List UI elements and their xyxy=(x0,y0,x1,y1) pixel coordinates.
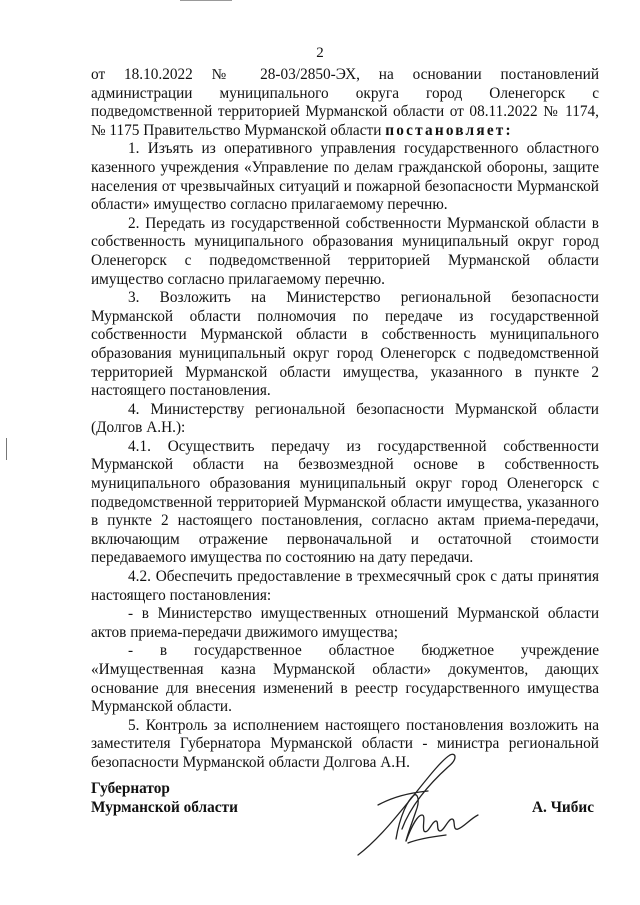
signatory-position xyxy=(91,779,238,817)
item-2: 2. Передать из государственной собственности Мурманской области в собственность муниципального образования муниципальный округ город Оленегорск с подведомственной территорией Мурманской области имущество согласно прилагаемому перечню. xyxy=(91,214,599,288)
item-4: 4. Министерству региональной безопасности Мурманской области (Долгов А.Н.): xyxy=(91,400,599,437)
signatory-position-line-2: Мурманской области xyxy=(91,799,238,816)
item-4-2: 4.2. Обеспечить предоставление в трехмесячный срок с даты принятия настоящего постановления: xyxy=(91,568,599,604)
opening-paragraph xyxy=(91,66,599,140)
document-body xyxy=(91,66,599,773)
opening-text: от 18.10.2022 № 28-03/2850-ЭХ, на основании постановлений администрации муниципального округа город Оленегорск с подведомственной территорией Мурманской области от 08.11.2022 № 1174, № 1175 Правительство Мурманской области xyxy=(91,66,599,139)
page-number: 2 xyxy=(316,45,324,61)
item-4-2-dash-2: - в государственное областное бюджетное учреждение «Имущественная казна Мурманской области» документов, дающих основание для внесения изменений в реестр государственного имущества Мурманской области. xyxy=(91,642,599,716)
signatory-position-line-1: Губернатор xyxy=(91,780,170,797)
item-4-1: 4.1. Осуществить передачу из государственной собственности Мурманской области на безвозмездной основе в собственность муниципального образования муниципальный округ город Оленегорск с подведомственной территорией Мурманской области имущества, указанного в пункте 2 настоящего постановления, согласно актам приема-передачи, включающим отражение первоначальной и остаточной стоимости передаваемого имущества по состоянию на дату передачи. xyxy=(91,437,599,567)
margin-mark xyxy=(6,438,7,460)
item-4-2-dash-1: - в Министерство имущественных отношений Мурманской области актов приема-передачи движимого имущества; xyxy=(91,605,599,641)
item-3: 3. Возложить на Министерство региональной безопасности Мурманской области полномочия по передаче из государственной собственности Мурманской области в собственность муниципального образования муниципальный округ город Оленегорск с подведомственной территорией Мурманской области имущества, указанного в пункте 2 настоящего постановления. xyxy=(91,289,599,400)
top-edge-line xyxy=(180,0,232,1)
decree-keyword: постановляет: xyxy=(385,121,513,139)
item-5: 5. Контроль за исполнением настоящего постановления возложить на заместителя Губернатора Мурманской области - министра региональной безопасности Мурманской области Долгова А.Н. xyxy=(91,716,599,771)
signatory-name: А. Чибис xyxy=(532,799,594,816)
item-1: 1. Изъять из оперативного управления государственного областного казенного учреждения «Управление по делам гражданской обороны, защите населения от чрезвычайных ситуаций и пожарной безопасности Мурманской области» имущество согласно прилагаемому перечню. xyxy=(91,140,599,214)
handwritten-signature-icon xyxy=(338,745,488,865)
